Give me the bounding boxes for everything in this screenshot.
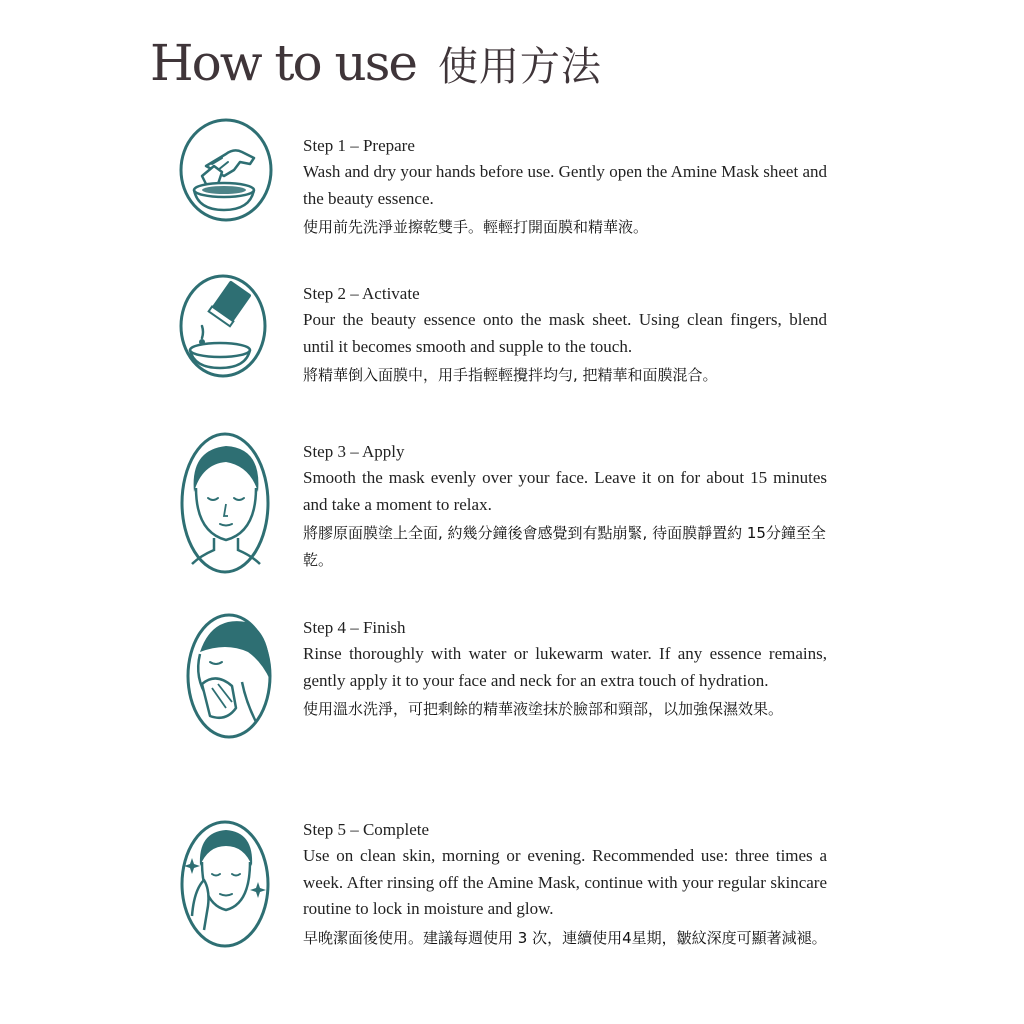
step-description-en: Smooth the mask evenly over your face. Leave it on for about 15 minutes and take a moment to relax. bbox=[303, 468, 827, 514]
page-title bbox=[150, 34, 602, 92]
step-heading: Step 3 – Apply bbox=[303, 442, 405, 461]
title-zh: 使用方法 bbox=[437, 44, 602, 90]
step-description-zh: 早晚潔面後使用。建議每週使用 3 次，連續使用4星期，皺紋深度可顯著減褪。 bbox=[303, 928, 827, 947]
pour-essence-bowl-icon bbox=[178, 274, 268, 378]
step-description-en: Use on clean skin, morning or evening. Recommended use: three times a week. After rinsing off the Amine Mask, continue with your regular skincare routine to lock in moisture and glow. bbox=[303, 846, 827, 918]
step-description-en: Pour the beauty essence onto the mask sheet. Using clean fingers, blend until it becomes smooth and supple to the touch. bbox=[303, 310, 827, 356]
step-description-zh: 將膠原面膜塗上全面, 約幾分鐘後會感覺到有點崩緊, 待面膜靜置約 15分鐘至全乾。 bbox=[303, 524, 826, 569]
step-description-en: Rinse thoroughly with water or lukewarm water. If any essence remains, gently apply it to your face and neck for an extra touch of hydration. bbox=[303, 644, 827, 690]
step-description-zh: 使用前先洗淨並擦乾雙手。輕輕打開面膜和精華液。 bbox=[303, 218, 649, 236]
step-heading: Step 2 – Activate bbox=[303, 284, 420, 303]
step-heading: Step 1 – Prepare bbox=[303, 136, 415, 155]
step-heading: Step 5 – Complete bbox=[303, 820, 430, 839]
step-heading: Step 4 – Finish bbox=[303, 618, 406, 637]
relaxed-face-icon bbox=[180, 432, 270, 574]
glowing-face-icon bbox=[180, 820, 270, 948]
step-description-zh: 將精華倒入面膜中，用手指輕輕攪拌均勻, 把精華和面膜混合。 bbox=[303, 366, 718, 384]
face-rinse-icon bbox=[186, 612, 272, 740]
step-description-zh: 使用溫水洗淨，可把剩餘的精華液塗抹於臉部和頸部，以加強保濕效果。 bbox=[303, 700, 784, 718]
title-en: How to use bbox=[150, 34, 416, 92]
hands-washing-bowl-icon bbox=[178, 118, 274, 222]
step-description-en: Wash and dry your hands before use. Gently open the Amine Mask sheet and the beauty essence. bbox=[303, 162, 827, 208]
